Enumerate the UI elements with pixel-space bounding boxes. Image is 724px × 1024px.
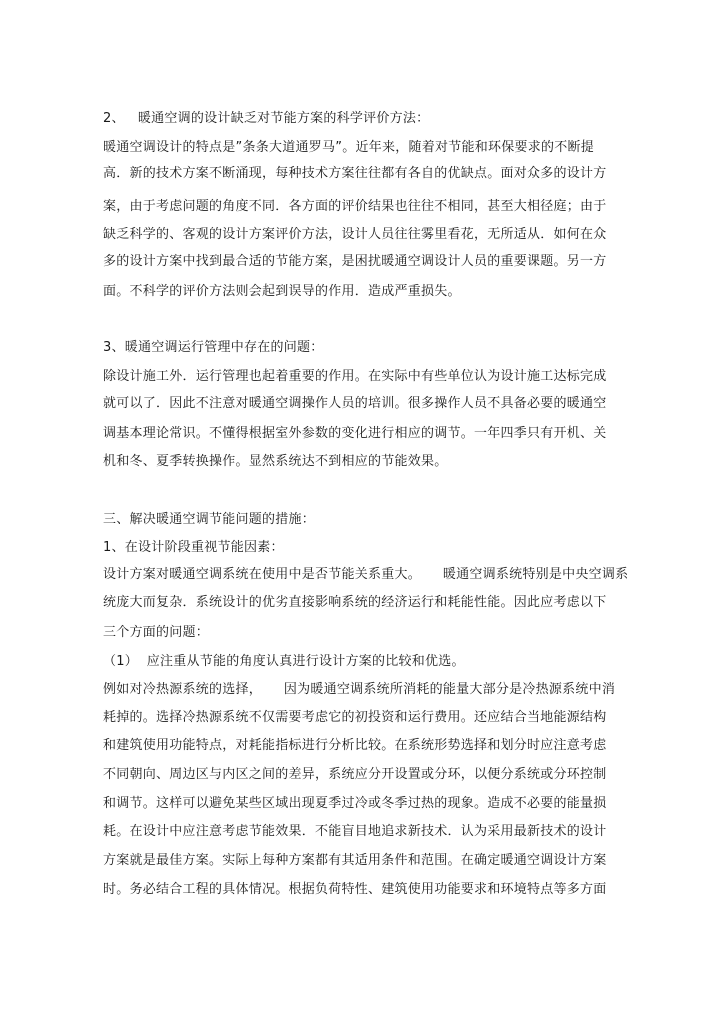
part-3-heading: 三、解决暖通空调节能问题的措施： xyxy=(103,512,316,527)
paragraph-line: 调基本理论常识。不懂得根据室外参数的变化进行相应的调节。一年四季只有开机、关 xyxy=(103,426,607,441)
paragraph-line: 时。务必结合工程的具体情况。根据负荷特性、建筑使用功能要求和环境特点等多方面 xyxy=(103,882,607,897)
paragraph-line: 三个方面的问题： xyxy=(103,625,210,640)
paragraph-line: 和调节。这样可以避免某些区域出现夏季过冷或冬季过热的现象。造成不必要的能量损 xyxy=(103,796,607,811)
section-3-heading: 3、暖通空调运行管理中存在的问题： xyxy=(103,340,324,355)
subsection-1-heading: 1、在设计阶段重视节能因素： xyxy=(103,540,284,555)
section-2-heading: 2、 暖通空调的设计缺乏对节能方案的科学评价方法： xyxy=(103,111,430,126)
item-1-heading: （1） 应注重从节能的角度认真进行设计方案的比较和优选。 xyxy=(103,654,465,669)
paragraph-line: 缺乏科学的、客观的设计方案评价方法，设计人员往往雾里看花，无所适从．如何在众 xyxy=(103,227,607,242)
paragraph-line: 高．新的技术方案不断涌现，每种技术方案往往都有各自的优缺点。面对众多的设计方 xyxy=(103,166,607,181)
paragraph-line: 暖通空调设计的特点是”条条大道通罗马”。近年来，随着对节能和环保要求的不断提 xyxy=(103,140,594,155)
paragraph-line: 设计方案对暖通空调系统在使用中是否节能关系重大。 暖通空调系统特别是中央空调系 xyxy=(103,567,629,582)
paragraph-line: 案，由于考虑问题的角度不同．各方面的评价结果也往往不相同，甚至大相径庭；由于 xyxy=(103,199,607,214)
paragraph-line: 例如对冷热源系统的选择， 因为暖通空调系统所消耗的能量大部分是冷热源系统中消 xyxy=(103,682,616,697)
paragraph-line: 多的设计方案中找到最合适的节能方案，是困扰暖通空调设计人员的重要课题。另一方 xyxy=(103,254,607,269)
paragraph-line: 不同朝向、周边区与内区之间的差异，系统应分开设置或分环，以便分系统或分环控制 xyxy=(103,767,607,782)
paragraph-line: 机和冬、夏季转换操作。显然系统达不到相应的节能效果。 xyxy=(103,454,448,469)
paragraph-line: 除设计施工外．运行管理也起着重要的作用。在实际中有些单位认为设计施工达标完成 xyxy=(103,369,607,384)
paragraph-line: 面。不科学的评价方法则会起到误导的作用．造成严重损失。 xyxy=(103,284,461,299)
paragraph-line: 耗。在设计中应注意考虑节能效果．不能盲目地追求新技术．认为采用最新技术的设计 xyxy=(103,824,607,839)
paragraph-line: 就可以了．因此不注意对暖通空调操作人员的培训。很多操作人员不具备必要的暖通空 xyxy=(103,396,607,411)
paragraph-line: 方案就是最佳方案。实际上每种方案都有其适用条件和范围。在确定暖通空调设计方案 xyxy=(103,853,607,868)
paragraph-line: 耗掉的。选择冷热源系统不仅需要考虑它的初投资和运行费用。还应结合当地能源结构 xyxy=(103,710,607,725)
paragraph-line: 和建筑使用功能特点，对耗能指标进行分析比较。在系统形势选择和划分时应注意考虑 xyxy=(103,738,607,753)
paragraph-line: 统庞大而复杂．系统设计的优劣直接影响系统的经济运行和耗能性能。因此应考虑以下 xyxy=(103,595,607,610)
